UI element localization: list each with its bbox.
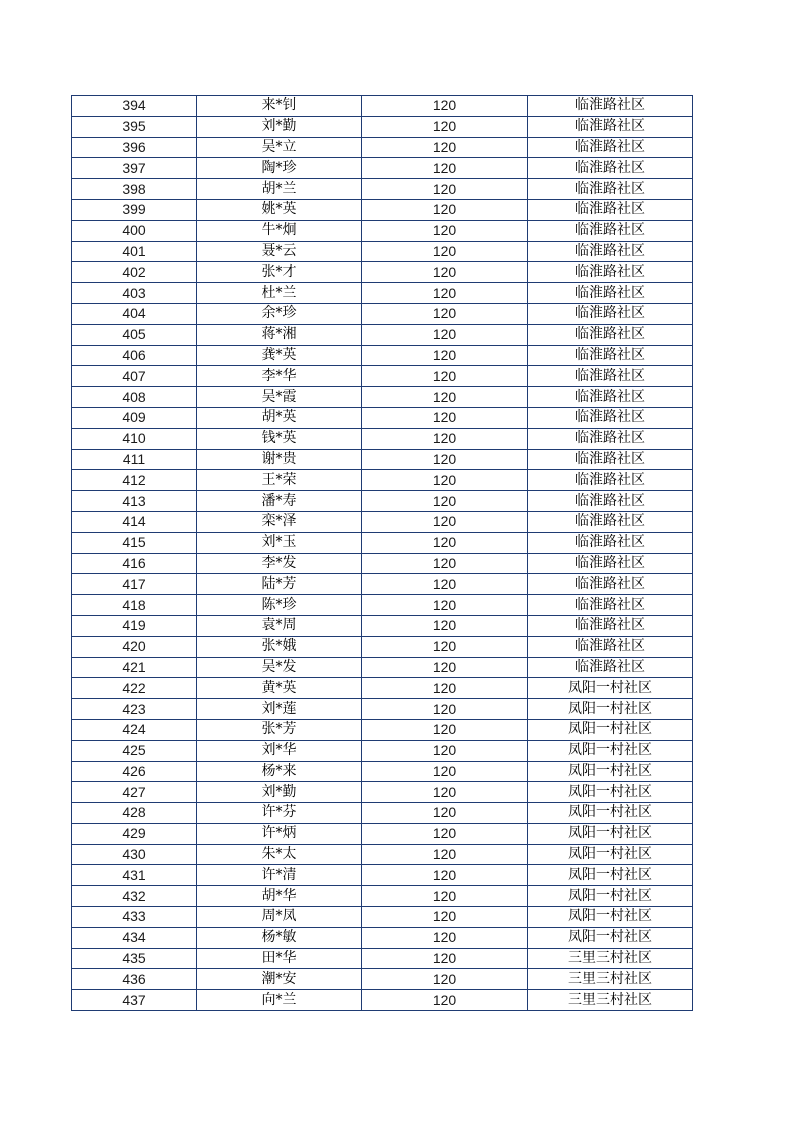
name-cell: 周*凤: [197, 907, 362, 928]
name-cell: 谢*贵: [197, 449, 362, 470]
amount-cell: 120: [362, 595, 528, 616]
name-cell: 潘*寿: [197, 491, 362, 512]
amount-cell: 120: [362, 699, 528, 720]
amount-cell: 120: [362, 615, 528, 636]
table-row: [72, 886, 693, 907]
row-number-cell: 412: [72, 470, 197, 491]
amount-cell: 120: [362, 990, 528, 1011]
community-cell: 凤阳一村社区: [528, 761, 693, 782]
amount-cell: 120: [362, 137, 528, 158]
name-cell: 胡*兰: [197, 179, 362, 200]
row-number-cell: 397: [72, 158, 197, 179]
row-number-cell: 429: [72, 823, 197, 844]
table-row: [72, 927, 693, 948]
name-cell: 张*芳: [197, 719, 362, 740]
amount-cell: 120: [362, 179, 528, 200]
name-cell: 陶*珍: [197, 158, 362, 179]
amount-cell: 120: [362, 907, 528, 928]
table-row: [72, 636, 693, 657]
amount-cell: 120: [362, 969, 528, 990]
table-row: [72, 158, 693, 179]
amount-cell: 120: [362, 324, 528, 345]
amount-cell: 120: [362, 199, 528, 220]
amount-cell: 120: [362, 220, 528, 241]
community-cell: 凤阳一村社区: [528, 823, 693, 844]
amount-cell: 120: [362, 428, 528, 449]
amount-cell: 120: [362, 803, 528, 824]
row-number-cell: 403: [72, 283, 197, 304]
row-number-cell: 411: [72, 449, 197, 470]
amount-cell: 120: [362, 366, 528, 387]
name-cell: 陈*珍: [197, 595, 362, 616]
name-cell: 黄*英: [197, 678, 362, 699]
community-cell: 临淮路社区: [528, 179, 693, 200]
row-number-cell: 420: [72, 636, 197, 657]
name-cell: 袁*周: [197, 615, 362, 636]
amount-cell: 120: [362, 345, 528, 366]
community-cell: 临淮路社区: [528, 657, 693, 678]
amount-cell: 120: [362, 574, 528, 595]
name-cell: 向*兰: [197, 990, 362, 1011]
amount-cell: 120: [362, 470, 528, 491]
community-cell: 临淮路社区: [528, 491, 693, 512]
table-row: [72, 407, 693, 428]
community-cell: 凤阳一村社区: [528, 803, 693, 824]
row-number-cell: 433: [72, 907, 197, 928]
community-cell: 临淮路社区: [528, 283, 693, 304]
table-row: [72, 387, 693, 408]
community-cell: 临淮路社区: [528, 366, 693, 387]
community-cell: 临淮路社区: [528, 428, 693, 449]
row-number-cell: 410: [72, 428, 197, 449]
community-cell: 凤阳一村社区: [528, 719, 693, 740]
table-row: [72, 865, 693, 886]
name-cell: 来*钊: [197, 96, 362, 117]
amount-cell: 120: [362, 948, 528, 969]
amount-cell: 120: [362, 823, 528, 844]
community-cell: 临淮路社区: [528, 96, 693, 117]
community-cell: 临淮路社区: [528, 470, 693, 491]
community-cell: 临淮路社区: [528, 137, 693, 158]
amount-cell: 120: [362, 636, 528, 657]
subsidy-list-table: [71, 95, 693, 1011]
table-row: [72, 532, 693, 553]
amount-cell: 120: [362, 116, 528, 137]
amount-cell: 120: [362, 553, 528, 574]
name-cell: 张*娥: [197, 636, 362, 657]
community-cell: 临淮路社区: [528, 262, 693, 283]
row-number-cell: 427: [72, 782, 197, 803]
amount-cell: 120: [362, 719, 528, 740]
row-number-cell: 414: [72, 511, 197, 532]
table-row: [72, 96, 693, 117]
table-row: [72, 823, 693, 844]
table-row: [72, 761, 693, 782]
table-row: [72, 615, 693, 636]
name-cell: 栾*泽: [197, 511, 362, 532]
table-row: [72, 241, 693, 262]
table-row: [72, 179, 693, 200]
table-row: [72, 262, 693, 283]
community-cell: 临淮路社区: [528, 511, 693, 532]
table-row: [72, 699, 693, 720]
amount-cell: 120: [362, 761, 528, 782]
community-cell: 临淮路社区: [528, 303, 693, 324]
table-row: [72, 470, 693, 491]
name-cell: 刘*莲: [197, 699, 362, 720]
row-number-cell: 425: [72, 740, 197, 761]
community-cell: 临淮路社区: [528, 324, 693, 345]
row-number-cell: 401: [72, 241, 197, 262]
community-cell: 临淮路社区: [528, 407, 693, 428]
community-cell: 临淮路社区: [528, 553, 693, 574]
community-cell: 凤阳一村社区: [528, 782, 693, 803]
community-cell: 凤阳一村社区: [528, 886, 693, 907]
table-row: [72, 511, 693, 532]
name-cell: 胡*英: [197, 407, 362, 428]
row-number-cell: 434: [72, 927, 197, 948]
amount-cell: 120: [362, 303, 528, 324]
row-number-cell: 396: [72, 137, 197, 158]
table-row: [72, 740, 693, 761]
community-cell: 临淮路社区: [528, 449, 693, 470]
table-row: [72, 803, 693, 824]
amount-cell: 120: [362, 96, 528, 117]
community-cell: 临淮路社区: [528, 220, 693, 241]
row-number-cell: 408: [72, 387, 197, 408]
table-row: [72, 428, 693, 449]
community-cell: 凤阳一村社区: [528, 678, 693, 699]
community-cell: 凤阳一村社区: [528, 927, 693, 948]
community-cell: 凤阳一村社区: [528, 907, 693, 928]
row-number-cell: 409: [72, 407, 197, 428]
community-cell: 临淮路社区: [528, 158, 693, 179]
row-number-cell: 400: [72, 220, 197, 241]
table-row: [72, 116, 693, 137]
row-number-cell: 421: [72, 657, 197, 678]
amount-cell: 120: [362, 241, 528, 262]
table-row: [72, 907, 693, 928]
amount-cell: 120: [362, 532, 528, 553]
row-number-cell: 437: [72, 990, 197, 1011]
community-cell: 临淮路社区: [528, 595, 693, 616]
community-cell: 临淮路社区: [528, 199, 693, 220]
amount-cell: 120: [362, 844, 528, 865]
community-cell: 凤阳一村社区: [528, 844, 693, 865]
row-number-cell: 423: [72, 699, 197, 720]
name-cell: 胡*华: [197, 886, 362, 907]
community-cell: 临淮路社区: [528, 387, 693, 408]
table-row: [72, 303, 693, 324]
amount-cell: 120: [362, 886, 528, 907]
community-cell: 临淮路社区: [528, 615, 693, 636]
name-cell: 许*芬: [197, 803, 362, 824]
community-cell: 临淮路社区: [528, 532, 693, 553]
community-cell: 凤阳一村社区: [528, 699, 693, 720]
table-row: [72, 990, 693, 1011]
amount-cell: 120: [362, 407, 528, 428]
row-number-cell: 436: [72, 969, 197, 990]
amount-cell: 120: [362, 927, 528, 948]
name-cell: 杨*来: [197, 761, 362, 782]
name-cell: 李*华: [197, 366, 362, 387]
table-row: [72, 199, 693, 220]
row-number-cell: 435: [72, 948, 197, 969]
name-cell: 姚*英: [197, 199, 362, 220]
table-row: [72, 137, 693, 158]
name-cell: 刘*华: [197, 740, 362, 761]
table-row: [72, 657, 693, 678]
table-row: [72, 969, 693, 990]
amount-cell: 120: [362, 387, 528, 408]
community-cell: 三里三村社区: [528, 969, 693, 990]
name-cell: 田*华: [197, 948, 362, 969]
name-cell: 潮*安: [197, 969, 362, 990]
name-cell: 刘*勤: [197, 782, 362, 803]
table-row: [72, 844, 693, 865]
row-number-cell: 404: [72, 303, 197, 324]
table-row: [72, 449, 693, 470]
name-cell: 朱*太: [197, 844, 362, 865]
amount-cell: 120: [362, 740, 528, 761]
table-row: [72, 491, 693, 512]
name-cell: 杨*敏: [197, 927, 362, 948]
community-cell: 三里三村社区: [528, 948, 693, 969]
table-row: [72, 948, 693, 969]
name-cell: 张*才: [197, 262, 362, 283]
amount-cell: 120: [362, 511, 528, 532]
table-row: [72, 719, 693, 740]
community-cell: 三里三村社区: [528, 990, 693, 1011]
name-cell: 吴*立: [197, 137, 362, 158]
community-cell: 临淮路社区: [528, 345, 693, 366]
name-cell: 王*荣: [197, 470, 362, 491]
table-body: [72, 96, 693, 1011]
table-row: [72, 366, 693, 387]
name-cell: 余*珍: [197, 303, 362, 324]
community-cell: 临淮路社区: [528, 116, 693, 137]
row-number-cell: 417: [72, 574, 197, 595]
name-cell: 杜*兰: [197, 283, 362, 304]
table-row: [72, 553, 693, 574]
name-cell: 刘*玉: [197, 532, 362, 553]
amount-cell: 120: [362, 491, 528, 512]
amount-cell: 120: [362, 283, 528, 304]
row-number-cell: 431: [72, 865, 197, 886]
row-number-cell: 432: [72, 886, 197, 907]
name-cell: 许*炳: [197, 823, 362, 844]
table-row: [72, 678, 693, 699]
row-number-cell: 398: [72, 179, 197, 200]
name-cell: 陆*芳: [197, 574, 362, 595]
row-number-cell: 405: [72, 324, 197, 345]
name-cell: 龚*英: [197, 345, 362, 366]
amount-cell: 120: [362, 678, 528, 699]
amount-cell: 120: [362, 262, 528, 283]
row-number-cell: 416: [72, 553, 197, 574]
row-number-cell: 418: [72, 595, 197, 616]
name-cell: 李*发: [197, 553, 362, 574]
table-row: [72, 220, 693, 241]
row-number-cell: 395: [72, 116, 197, 137]
community-cell: 临淮路社区: [528, 574, 693, 595]
name-cell: 吴*霞: [197, 387, 362, 408]
name-cell: 聂*云: [197, 241, 362, 262]
row-number-cell: 422: [72, 678, 197, 699]
row-number-cell: 419: [72, 615, 197, 636]
row-number-cell: 399: [72, 199, 197, 220]
row-number-cell: 407: [72, 366, 197, 387]
row-number-cell: 406: [72, 345, 197, 366]
amount-cell: 120: [362, 158, 528, 179]
name-cell: 钱*英: [197, 428, 362, 449]
community-cell: 凤阳一村社区: [528, 740, 693, 761]
row-number-cell: 428: [72, 803, 197, 824]
community-cell: 临淮路社区: [528, 241, 693, 262]
table-row: [72, 595, 693, 616]
community-cell: 临淮路社区: [528, 636, 693, 657]
row-number-cell: 394: [72, 96, 197, 117]
amount-cell: 120: [362, 449, 528, 470]
table-row: [72, 345, 693, 366]
amount-cell: 120: [362, 782, 528, 803]
name-cell: 牛*炯: [197, 220, 362, 241]
community-cell: 凤阳一村社区: [528, 865, 693, 886]
table-row: [72, 324, 693, 345]
row-number-cell: 413: [72, 491, 197, 512]
table-row: [72, 782, 693, 803]
name-cell: 蒋*湘: [197, 324, 362, 345]
name-cell: 许*清: [197, 865, 362, 886]
row-number-cell: 415: [72, 532, 197, 553]
table-row: [72, 283, 693, 304]
row-number-cell: 424: [72, 719, 197, 740]
row-number-cell: 430: [72, 844, 197, 865]
name-cell: 刘*勤: [197, 116, 362, 137]
amount-cell: 120: [362, 865, 528, 886]
name-cell: 吴*发: [197, 657, 362, 678]
row-number-cell: 402: [72, 262, 197, 283]
row-number-cell: 426: [72, 761, 197, 782]
amount-cell: 120: [362, 657, 528, 678]
table-row: [72, 574, 693, 595]
